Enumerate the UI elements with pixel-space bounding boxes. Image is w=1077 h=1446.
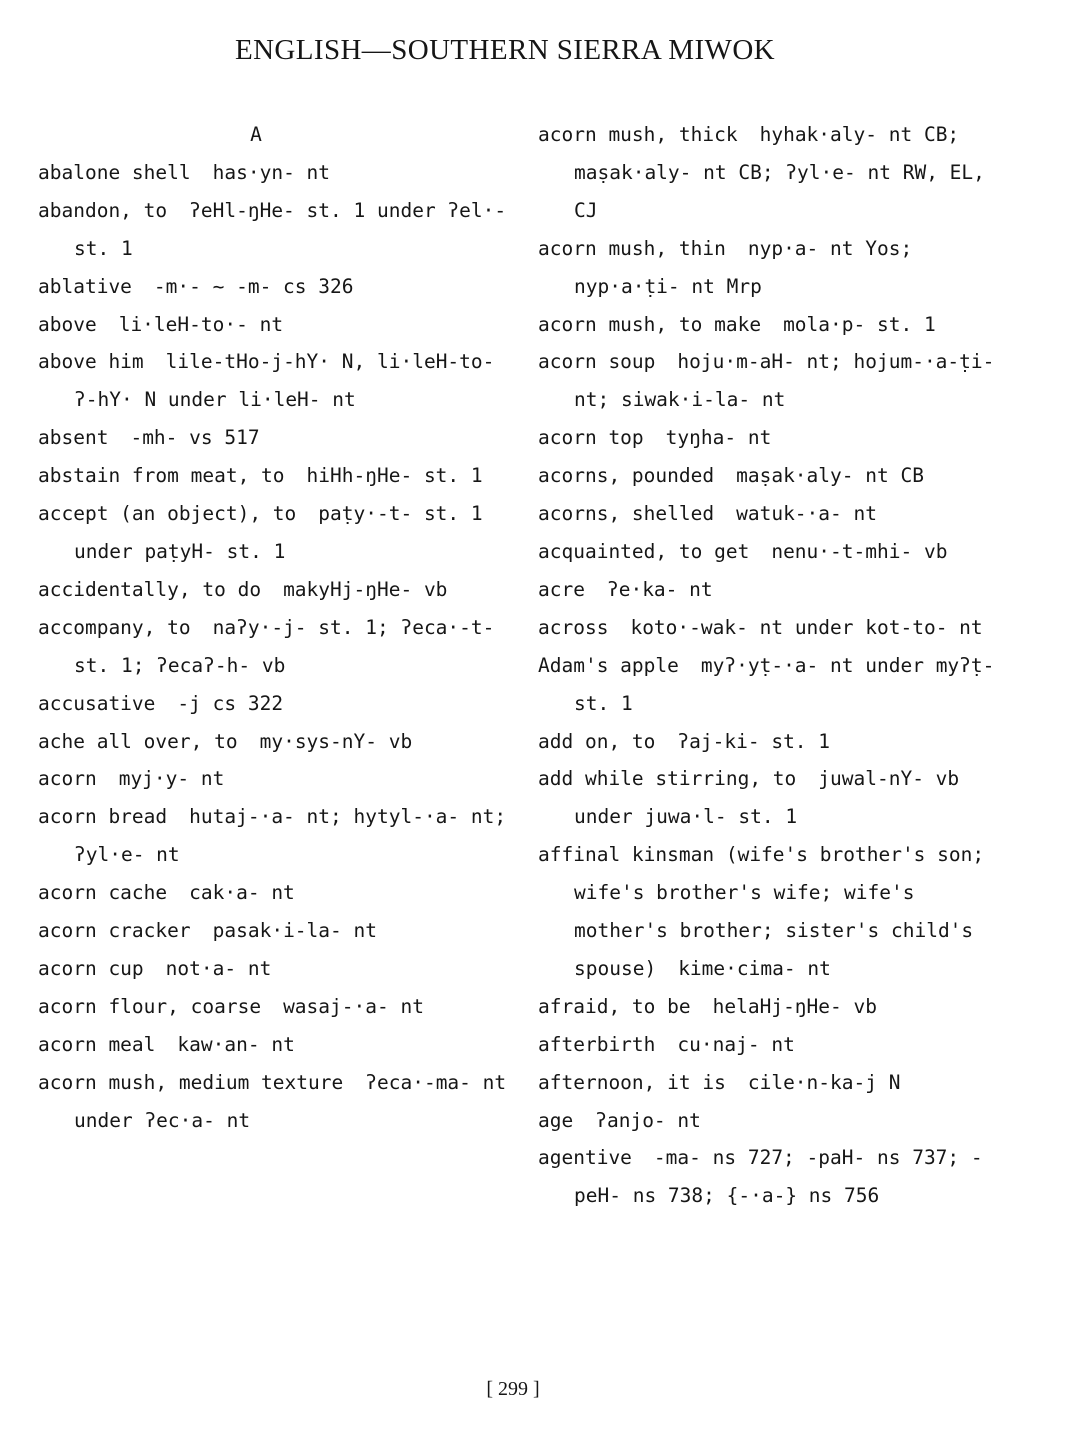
dictionary-entry	[538, 1139, 1008, 1215]
dictionary-entry	[538, 343, 1008, 419]
english-headword: afterbirth	[538, 1032, 656, 1056]
dictionary-entry	[38, 495, 508, 571]
english-headword: absent	[38, 426, 109, 450]
english-headword: abandon, to	[38, 198, 168, 222]
miwok-translation: has·yn- nt	[212, 160, 331, 184]
dictionary-entry	[538, 116, 1008, 230]
miwok-translation: tyŋha- nt	[665, 426, 772, 450]
miwok-translation: -m·- ~ -m- cs 326	[153, 274, 354, 298]
english-headword: acorn soup	[538, 350, 656, 374]
english-headword: acorn cup	[38, 956, 144, 980]
dictionary-entry	[538, 988, 1008, 1026]
miwok-translation: hoju·m-aH- nt; hojum-·a-ṭi- nt; siwak·i-la- nt	[574, 350, 995, 412]
miwok-translation: ʔeca·-ma- nt under ʔec·a- nt	[74, 1070, 507, 1132]
dictionary-entry	[38, 798, 508, 874]
dictionary-entry	[538, 495, 1008, 533]
english-headword: add on, to	[538, 729, 656, 753]
miwok-translation: kime·cima- nt	[678, 956, 831, 980]
dictionary-entry	[538, 609, 1008, 647]
english-headword: afternoon, it is	[538, 1070, 726, 1094]
english-headword: accept (an object), to	[38, 502, 297, 526]
english-headword: acorn mush, thick	[538, 123, 738, 146]
english-headword: afraid, to be	[538, 994, 691, 1018]
dictionary-entry	[38, 306, 508, 344]
english-headword: acorn bread	[38, 805, 168, 829]
miwok-translation: ʔaj-ki- st. 1	[677, 729, 831, 753]
dictionary-entry	[38, 1064, 508, 1140]
english-headword: above	[38, 312, 97, 336]
miwok-translation: ʔanjo- nt	[595, 1108, 701, 1132]
dictionary-entry	[38, 912, 508, 950]
dictionary-entry	[38, 343, 508, 419]
miwok-translation: pasak·i-la- nt	[212, 919, 377, 943]
english-headword: acorns, pounded	[538, 464, 715, 488]
miwok-translation: my·sys-nY- vb	[259, 729, 413, 753]
english-headword: ablative	[38, 274, 132, 298]
miwok-translation: nyp·a- nt Yos; nyp·a·ṭi- nt Mrp	[574, 236, 913, 298]
dictionary-entry	[38, 723, 508, 761]
miwok-translation: nenu·-t-mhi- vb	[771, 539, 948, 563]
miwok-translation: hyhak·aly- nt CB; maṣak·aly- nt CB; ʔyl·e- nt RW, EL, CJ	[574, 123, 985, 222]
miwok-translation: ʔe·ka- nt	[606, 577, 713, 601]
dictionary-entry	[538, 723, 1008, 761]
miwok-translation: hutaj-·a- nt; hytyl-·a- nt; ʔyl·e- nt	[74, 805, 507, 867]
miwok-translation: -j cs 322	[177, 691, 284, 715]
dictionary-entry	[38, 950, 508, 988]
english-headword: acorn cracker	[38, 919, 191, 943]
miwok-translation: -mh- vs 517	[130, 426, 260, 450]
miwok-translation: lile-tHo-j-hY· N, li·leH-to-ʔ-hY· N under li·leH- nt	[74, 350, 495, 412]
english-headword: acorn	[38, 767, 97, 791]
dictionary-entry	[38, 268, 508, 306]
dictionary-entry	[38, 419, 508, 457]
left-entries	[38, 154, 508, 1140]
dictionary-entry	[38, 457, 508, 495]
miwok-translation: not·a- nt	[165, 956, 272, 980]
right-column	[538, 116, 1008, 1215]
dictionary-entry	[38, 760, 508, 798]
miwok-translation: paṭy·-t- st. 1 under paṭyH- st. 1	[74, 502, 483, 563]
miwok-translation: hiHh-ŋHe- st. 1	[306, 464, 483, 488]
english-headword: acorn meal	[38, 1032, 156, 1056]
miwok-translation: koto·-wak- nt under kot-to- nt	[630, 615, 983, 639]
english-headword: acorn cache	[38, 881, 168, 905]
english-headword: accompany, to	[38, 615, 191, 639]
dictionary-entry	[538, 533, 1008, 571]
dictionary-entry	[538, 1026, 1008, 1064]
english-headword: acorn mush, medium texture	[38, 1070, 344, 1094]
english-headword: agentive	[538, 1146, 632, 1170]
dictionary-entry	[538, 836, 1008, 988]
miwok-translation: cile·n-ka-j N	[747, 1070, 901, 1094]
miwok-translation: cu·naj- nt	[677, 1032, 795, 1056]
english-headword: acorn top	[538, 426, 644, 450]
miwok-translation: ʔeHl-ŋHe- st. 1 under ʔel·- st. 1	[74, 198, 507, 260]
miwok-translation: cak·a- nt	[189, 881, 295, 905]
dictionary-entry	[38, 685, 508, 723]
page-number: [ 299 ]	[486, 1378, 540, 1400]
miwok-translation: wasaj-·a- nt	[283, 994, 424, 1018]
dictionary-entry	[538, 647, 1008, 723]
english-headword: add while stirring, to	[538, 767, 797, 791]
english-headword: age	[538, 1108, 574, 1132]
right-entries	[538, 116, 1008, 1215]
dictionary-entry	[38, 154, 508, 192]
miwok-translation: li·leH-to·- nt	[118, 312, 284, 336]
miwok-translation: naʔy·-j- st. 1; ʔeca·-t- st. 1; ʔecaʔ-h- vb	[74, 615, 495, 677]
dictionary-entry	[38, 571, 508, 609]
miwok-translation: -ma- ns 727; -paH- ns 737; -peH- ns 738; {-·a-} ns 756	[574, 1146, 983, 1208]
miwok-translation: helaHj-ŋHe- vb	[712, 994, 877, 1018]
english-headword: acorn mush, thin	[538, 236, 726, 260]
english-headword: ache all over, to	[38, 729, 238, 753]
section-letter: A	[250, 123, 262, 146]
dictionary-entry	[538, 1102, 1008, 1140]
english-headword: accidentally, to do	[38, 577, 262, 601]
miwok-translation: makyHj-ŋHe- vb	[283, 577, 448, 601]
dictionary-entry	[538, 457, 1008, 495]
english-headword: acorn flour, coarse	[38, 994, 262, 1018]
english-headword: affinal kinsman (wife's brother's son; wife's brother's wife; wife's mother's brother; sister's child's spouse)	[538, 843, 985, 980]
english-headword: accusative	[38, 691, 156, 715]
dictionary-entry	[38, 192, 508, 268]
english-headword: acorn mush, to make	[538, 312, 762, 336]
left-column	[38, 116, 508, 1139]
miwok-translation: maṣak·aly- nt CB	[736, 464, 924, 488]
english-headword: abstain from meat, to	[38, 464, 285, 488]
dictionary-entry	[538, 1064, 1008, 1102]
miwok-translation: juwal-nY- vb under juwa·l- st. 1	[574, 767, 960, 829]
dictionary-entry	[38, 988, 508, 1026]
miwok-translation: mola·p- st. 1	[783, 312, 936, 336]
dictionary-entry	[538, 760, 1008, 836]
english-headword: acquainted, to get	[538, 539, 750, 563]
miwok-translation: myʔ·yṭ-·a- nt under myʔṭ- st. 1	[574, 653, 995, 715]
dictionary-entry	[38, 609, 508, 685]
dictionary-entry	[38, 1026, 508, 1064]
miwok-translation: kaw·an- nt	[177, 1032, 295, 1056]
dictionary-entry	[538, 419, 1008, 457]
miwok-translation: watuk-·a- nt	[736, 502, 877, 526]
english-headword: acre	[538, 577, 585, 601]
dictionary-entry	[538, 306, 1008, 344]
english-headword: acorns, shelled	[538, 502, 715, 526]
english-headword: abalone shell	[38, 160, 191, 184]
english-headword: across	[538, 615, 609, 639]
english-headword: above him	[38, 350, 144, 374]
english-headword: Adam's apple	[538, 653, 679, 677]
dictionary-entry	[538, 230, 1008, 306]
dictionary-entry	[38, 874, 508, 912]
dictionary-entry	[538, 571, 1008, 609]
miwok-translation: myj·y- nt	[118, 767, 225, 791]
page-title: ENGLISH—SOUTHERN SIERRA MIWOK	[234, 34, 776, 66]
